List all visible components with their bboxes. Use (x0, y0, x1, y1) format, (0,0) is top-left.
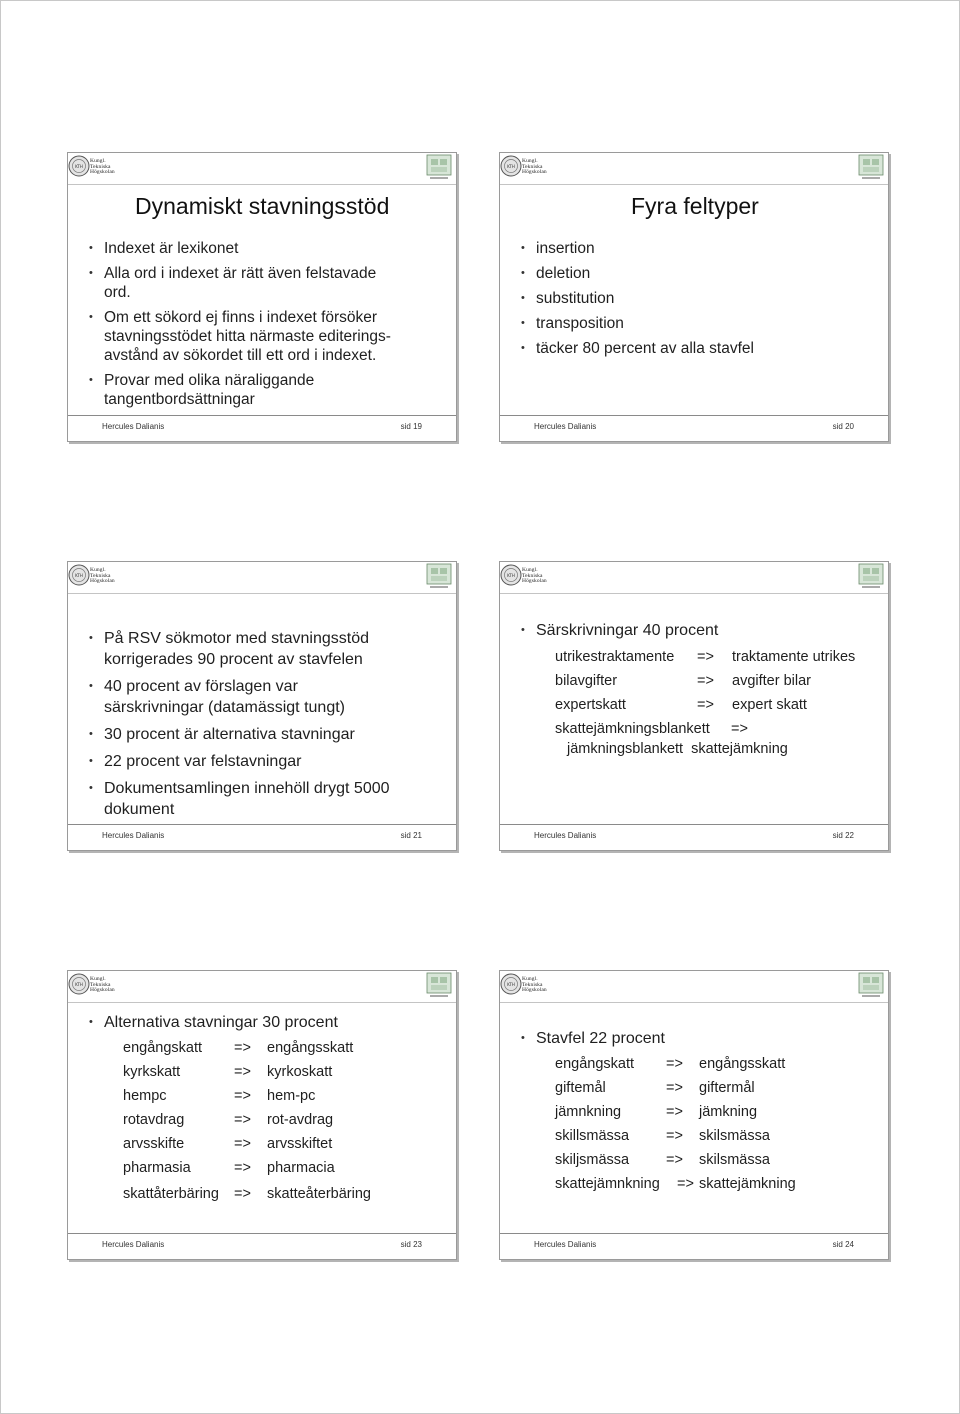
logo-line: Tekniska (90, 981, 111, 988)
logo-line: Kungl. (522, 567, 538, 573)
svg-text:KTH: KTH (507, 982, 515, 987)
correct-form: rot-avdrag (267, 1112, 334, 1128)
bullet-line: 30 procent är alternativa stavningar (104, 726, 355, 743)
kth-logo-text (90, 568, 115, 585)
bullet-line: Om ett sökord ej finns i indexet försöker (104, 309, 378, 326)
bullet-line: dokument (104, 801, 175, 818)
bullet-item (104, 239, 391, 258)
emblem-icon (856, 562, 886, 594)
slide-title: Dynamiskt stavningsstöd (135, 193, 390, 219)
bullet-list (536, 621, 718, 640)
bullet-item (104, 724, 390, 745)
emblem-icon (856, 153, 886, 185)
wrong-form: giftemål (555, 1080, 606, 1096)
logo-line: Tekniska (522, 572, 543, 579)
slide-22 (499, 561, 889, 851)
bullet-item (104, 371, 391, 409)
logo-line: Tekniska (90, 572, 111, 579)
wrong-form: pharmasia (123, 1160, 191, 1176)
wrong-form: kyrkskatt (123, 1064, 181, 1080)
slide-footer (68, 824, 456, 850)
bullet-item: • substitution (536, 289, 754, 308)
bullet-line: 40 procent av förslagen var (104, 678, 298, 695)
wrong-form: utrikestraktamente (555, 649, 675, 665)
kth-logo-text (90, 159, 115, 176)
footer-author: Hercules Dalianis (534, 831, 597, 840)
arrow: => (731, 721, 748, 737)
slide-footer (500, 1233, 888, 1259)
footer-author: Hercules Dalianis (102, 422, 165, 431)
bullet-item (104, 264, 391, 302)
correct-form: engångsskatt (699, 1056, 786, 1072)
arrow: => (666, 1152, 683, 1168)
correct-form: engångsskatt (267, 1040, 354, 1056)
arrow: => (666, 1056, 683, 1072)
logo-line: Tekniska (90, 163, 111, 170)
arrow: => (697, 673, 714, 689)
header-rule (500, 593, 888, 594)
correct-form: kyrkoskatt (267, 1064, 333, 1080)
logo-line: Kungl. (90, 567, 106, 573)
logo-line: Tekniska (522, 981, 543, 988)
bullet-list (104, 239, 391, 409)
bullet-line: På RSV sökmotor med stavningsstöd (104, 630, 370, 647)
slide-24 (499, 970, 889, 1260)
correct-form: expert skatt (732, 697, 807, 713)
wrong-form: expertskatt (555, 697, 626, 713)
slide-21 (67, 561, 457, 851)
page-number: sid 20 (832, 422, 854, 431)
correct-form: skilsmässa (699, 1128, 770, 1144)
svg-text:KTH: KTH (75, 982, 83, 987)
wrong-form: skattejämnkning (555, 1176, 660, 1192)
wrong-form: rotavdrag (123, 1112, 185, 1128)
bullet-list (104, 1013, 338, 1032)
arrow: => (234, 1136, 251, 1152)
emblem-icon (424, 562, 454, 594)
logo-line: Högskolan (522, 169, 547, 176)
emblem-icon (856, 971, 886, 1003)
bullet-item (104, 676, 390, 718)
svg-text:KTH: KTH (507, 573, 515, 578)
arrow: => (234, 1064, 251, 1080)
correct-form: skattejämkning (699, 1176, 796, 1192)
wrong-form: skattåterbäring (123, 1186, 219, 1202)
bullet-list (104, 628, 390, 820)
bullet-item: • transposition (536, 314, 754, 333)
arrow: => (666, 1128, 683, 1144)
logo-line: Högskolan (522, 987, 547, 994)
slide-23 (67, 970, 457, 1260)
logo-line: Kungl. (90, 976, 106, 982)
arrow: => (234, 1040, 251, 1056)
logo-line: Kungl. (522, 158, 538, 164)
bullet-item (104, 751, 390, 772)
bullet-item: • Särskrivningar 40 procent (536, 621, 718, 640)
bullet-line: Indexet är lexikonet (104, 240, 239, 257)
wrong-form: skattejämkningsblankett (555, 721, 710, 737)
arrow: => (234, 1160, 251, 1176)
wrong-form: skiljsmässa (555, 1152, 630, 1168)
bullet-item: • Stavfel 22 procent (536, 1029, 665, 1048)
bullet-item: • deletion (536, 264, 754, 283)
logo-line: Högskolan (90, 169, 115, 176)
bullet-line: avstånd av sökordet till ett ord i indexet. (104, 347, 377, 364)
footer-author: Hercules Dalianis (534, 422, 597, 431)
page-number: sid 19 (400, 422, 422, 431)
bullet-line: 22 procent var felstavningar (104, 753, 302, 770)
bullet-line: Provar med olika näraliggande (104, 372, 315, 389)
correct-form: jämkningsblankett skattejämkning (567, 741, 788, 757)
wrong-form: engångskatt (555, 1056, 635, 1072)
arrow: => (234, 1186, 251, 1202)
wrong-form: skillsmässa (555, 1128, 630, 1144)
svg-text:KTH: KTH (75, 573, 83, 578)
footer-author: Hercules Dalianis (102, 1240, 165, 1249)
logo-line: Tekniska (522, 163, 543, 170)
wrong-form: jämnkning (555, 1104, 622, 1120)
arrow: => (234, 1112, 251, 1128)
slide-title: Fyra feltyper (631, 193, 759, 219)
logo-line: Kungl. (522, 976, 538, 982)
correct-form: traktamente utrikes (732, 649, 856, 665)
arrow: => (234, 1088, 251, 1104)
header-rule (68, 184, 456, 185)
bullet-line: ord. (104, 284, 131, 301)
logo-line: Högskolan (90, 578, 115, 585)
bullet-line: särskrivningar (datamässigt tungt) (104, 699, 345, 716)
page-number: sid 23 (400, 1240, 422, 1249)
correct-form: jämkning (699, 1104, 758, 1120)
bullet-line: korrigerades 90 procent av stavfelen (104, 651, 363, 668)
kth-logo-text (522, 159, 547, 176)
correct-form: avgifter bilar (732, 673, 811, 689)
header-rule (500, 184, 888, 185)
wrong-form: hempc (123, 1088, 167, 1104)
svg-text:KTH: KTH (75, 164, 83, 169)
bullet-line: tangentbordsättningar (104, 391, 255, 408)
wrong-form: engångskatt (123, 1040, 203, 1056)
slide-20 (499, 152, 889, 442)
emblem-icon (424, 971, 454, 1003)
page-number: sid 22 (832, 831, 854, 840)
wrong-form: arvsskifte (123, 1136, 185, 1152)
page-number: sid 24 (832, 1240, 854, 1249)
footer-author: Hercules Dalianis (534, 1240, 597, 1249)
correct-form: hem-pc (267, 1088, 316, 1104)
arrow: => (666, 1104, 683, 1120)
arrow: => (697, 697, 714, 713)
bullet-item (104, 308, 391, 365)
header-rule (500, 1002, 888, 1003)
slide-footer (68, 415, 456, 441)
bullet-item: • täcker 80 percent av alla stavfel (536, 339, 754, 358)
footer-author: Hercules Dalianis (102, 831, 165, 840)
bullet-item (104, 628, 390, 670)
slide-19 (67, 152, 457, 442)
bullet-line: stavningsstödet hitta närmaste editerings- (104, 328, 391, 345)
bullet-line: Alla ord i indexet är rätt även felstavade (104, 265, 377, 282)
kth-logo-text (522, 977, 547, 994)
correct-form: skatteåterbäring (267, 1186, 371, 1202)
slide-footer (500, 415, 888, 441)
bullet-item: • Alternativa stavningar 30 procent (104, 1013, 338, 1032)
emblem-icon (424, 153, 454, 185)
correct-form: giftermål (699, 1080, 755, 1096)
kth-logo-text (90, 977, 115, 994)
kth-logo-text (522, 568, 547, 585)
bullet-list (536, 239, 754, 358)
logo-line: Högskolan (90, 987, 115, 994)
svg-text:KTH: KTH (507, 164, 515, 169)
correct-form: arvsskiftet (267, 1136, 333, 1152)
page-number: sid 21 (400, 831, 422, 840)
logo-line: Kungl. (90, 158, 106, 164)
bullet-item: • insertion (536, 239, 754, 258)
correct-form: skilsmässa (699, 1152, 770, 1168)
logo-line: Högskolan (522, 578, 547, 585)
arrow: => (666, 1080, 683, 1096)
header-rule (68, 593, 456, 594)
wrong-form: bilavgifter (555, 673, 618, 689)
arrow: => (697, 649, 714, 665)
slide-footer (68, 1233, 456, 1259)
header-rule (68, 1002, 456, 1003)
correct-form: pharmacia (267, 1160, 335, 1176)
bullet-item (104, 778, 390, 820)
slide-footer (500, 824, 888, 850)
bullet-line: Dokumentsamlingen innehöll drygt 5000 (104, 780, 390, 797)
arrow: => (677, 1176, 694, 1192)
bullet-list (536, 1029, 665, 1048)
